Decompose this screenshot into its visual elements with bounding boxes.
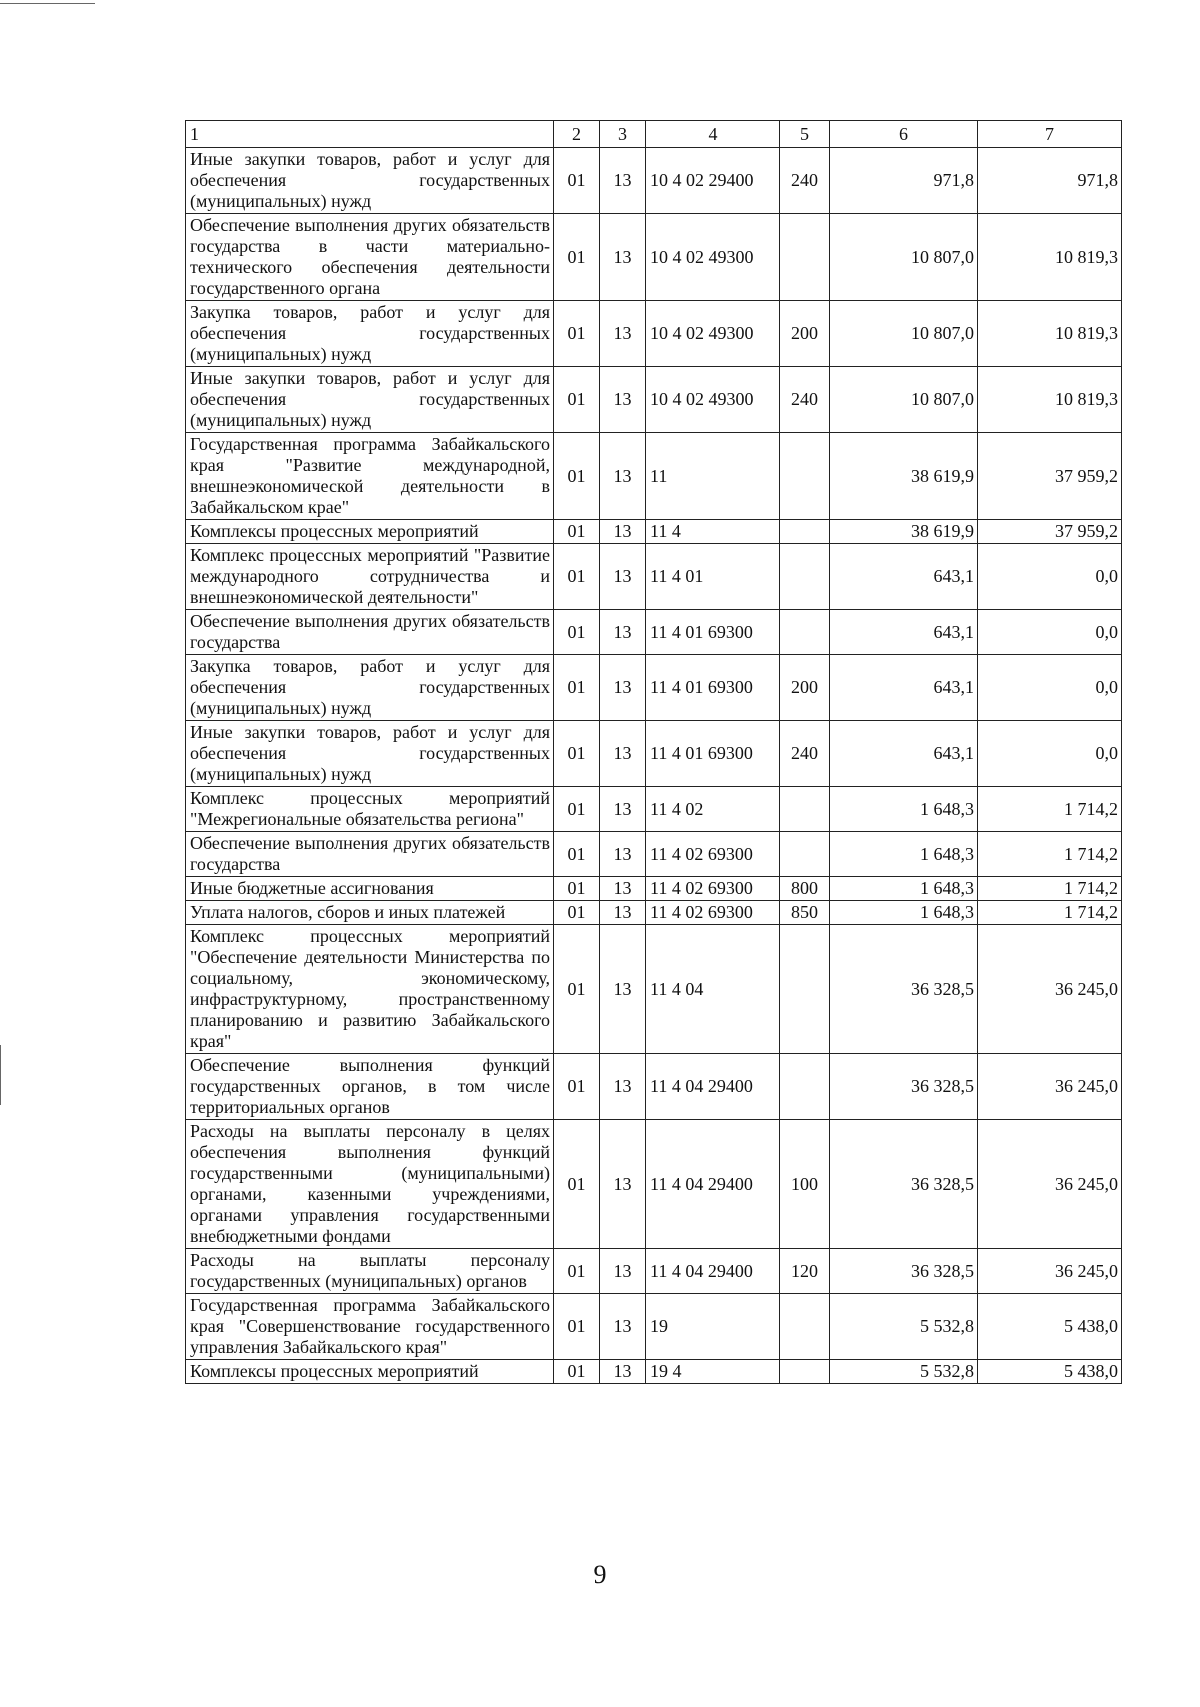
item-name-cell: Обеспечение выполнения других обязательств государства bbox=[186, 832, 554, 877]
item-name-cell: Государственная программа Забайкальского края "Совершенствование государственного управления Забайкальского края" bbox=[186, 1294, 554, 1360]
target-article-cell: 11 4 02 69300 bbox=[646, 877, 780, 901]
amount-year1-cell: 5 532,8 bbox=[830, 1294, 978, 1360]
amount-year1-cell: 10 807,0 bbox=[830, 367, 978, 433]
item-name-cell: Комплекс процессных мероприятий "Развитие международного сотрудничества и внешнеэкономической деятельности" bbox=[186, 544, 554, 610]
section-code-cell: 01 bbox=[554, 214, 600, 301]
table-row bbox=[186, 367, 1122, 433]
item-name-cell: Комплекс процессных мероприятий "Межрегиональные обязательства региона" bbox=[186, 787, 554, 832]
table-row bbox=[186, 1054, 1122, 1120]
expense-type-cell bbox=[780, 925, 830, 1054]
section-code-cell: 01 bbox=[554, 1249, 600, 1294]
page-number: 9 bbox=[593, 1560, 607, 1589]
expense-type-cell bbox=[780, 544, 830, 610]
expense-type-cell bbox=[780, 520, 830, 544]
section-code-cell: 01 bbox=[554, 901, 600, 925]
section-code-cell: 01 bbox=[554, 433, 600, 520]
item-name-cell: Обеспечение выполнения других обязательств государства в части материально-технического обеспечения деятельности государственного органа bbox=[186, 214, 554, 301]
section-code-cell: 01 bbox=[554, 832, 600, 877]
target-article-cell: 11 4 01 bbox=[646, 544, 780, 610]
expense-type-cell: 240 bbox=[780, 367, 830, 433]
target-article-cell: 11 4 bbox=[646, 520, 780, 544]
amount-year2-cell: 36 245,0 bbox=[978, 1120, 1122, 1249]
subsection-code-cell: 13 bbox=[600, 1360, 646, 1384]
target-article-cell: 19 bbox=[646, 1294, 780, 1360]
scan-edge-mark bbox=[0, 1045, 1, 1105]
subsection-code-cell: 13 bbox=[600, 721, 646, 787]
section-code-cell: 01 bbox=[554, 610, 600, 655]
expense-type-cell: 120 bbox=[780, 1249, 830, 1294]
subsection-code-cell: 13 bbox=[600, 1249, 646, 1294]
subsection-code-cell: 13 bbox=[600, 1294, 646, 1360]
expense-type-cell: 100 bbox=[780, 1120, 830, 1249]
subsection-code-cell: 13 bbox=[600, 1120, 646, 1249]
item-name-cell: Уплата налогов, сборов и иных платежей bbox=[186, 901, 554, 925]
target-article-cell: 11 4 04 bbox=[646, 925, 780, 1054]
amount-year2-cell: 5 438,0 bbox=[978, 1294, 1122, 1360]
target-article-cell: 10 4 02 29400 bbox=[646, 148, 780, 214]
subsection-code-cell: 13 bbox=[600, 610, 646, 655]
table-row bbox=[186, 1294, 1122, 1360]
amount-year2-cell: 1 714,2 bbox=[978, 832, 1122, 877]
section-code-cell: 01 bbox=[554, 520, 600, 544]
target-article-cell: 11 4 04 29400 bbox=[646, 1054, 780, 1120]
item-name-cell: Расходы на выплаты персоналу в целях обеспечения выполнения функций государственными (муниципальными) органами, казенными учреждениями, органами управления государственными внебюджетными фондами bbox=[186, 1120, 554, 1249]
amount-year1-cell: 1 648,3 bbox=[830, 832, 978, 877]
section-code-cell: 01 bbox=[554, 544, 600, 610]
target-article-cell: 11 4 01 69300 bbox=[646, 610, 780, 655]
target-article-cell: 11 4 02 69300 bbox=[646, 832, 780, 877]
table-row bbox=[186, 433, 1122, 520]
amount-year1-cell: 971,8 bbox=[830, 148, 978, 214]
amount-year2-cell: 37 959,2 bbox=[978, 520, 1122, 544]
amount-year1-cell: 38 619,9 bbox=[830, 433, 978, 520]
expense-type-cell: 200 bbox=[780, 301, 830, 367]
amount-year2-cell: 10 819,3 bbox=[978, 301, 1122, 367]
target-article-cell: 11 4 01 69300 bbox=[646, 655, 780, 721]
amount-year1-cell: 36 328,5 bbox=[830, 925, 978, 1054]
target-article-cell: 10 4 02 49300 bbox=[646, 214, 780, 301]
subsection-code-cell: 13 bbox=[600, 433, 646, 520]
subsection-code-cell: 13 bbox=[600, 214, 646, 301]
section-code-cell: 01 bbox=[554, 148, 600, 214]
header-cell-3: 3 bbox=[600, 121, 646, 148]
target-article-cell: 19 4 bbox=[646, 1360, 780, 1384]
expense-type-cell bbox=[780, 1360, 830, 1384]
table-row bbox=[186, 214, 1122, 301]
section-code-cell: 01 bbox=[554, 367, 600, 433]
table-row bbox=[186, 1249, 1122, 1294]
amount-year2-cell: 10 819,3 bbox=[978, 367, 1122, 433]
amount-year1-cell: 1 648,3 bbox=[830, 877, 978, 901]
expense-type-cell bbox=[780, 832, 830, 877]
subsection-code-cell: 13 bbox=[600, 544, 646, 610]
target-article-cell: 11 bbox=[646, 433, 780, 520]
table-row bbox=[186, 544, 1122, 610]
table-row bbox=[186, 832, 1122, 877]
subsection-code-cell: 13 bbox=[600, 1054, 646, 1120]
amount-year2-cell: 5 438,0 bbox=[978, 1360, 1122, 1384]
subsection-code-cell: 13 bbox=[600, 301, 646, 367]
expense-type-cell bbox=[780, 787, 830, 832]
amount-year1-cell: 10 807,0 bbox=[830, 214, 978, 301]
item-name-cell: Иные закупки товаров, работ и услуг для обеспечения государственных (муниципальных) нужд bbox=[186, 148, 554, 214]
target-article-cell: 10 4 02 49300 bbox=[646, 367, 780, 433]
item-name-cell: Расходы на выплаты персоналу государственных (муниципальных) органов bbox=[186, 1249, 554, 1294]
item-name-cell: Иные закупки товаров, работ и услуг для обеспечения государственных (муниципальных) нужд bbox=[186, 367, 554, 433]
expense-type-cell bbox=[780, 433, 830, 520]
section-code-cell: 01 bbox=[554, 1054, 600, 1120]
expense-type-cell bbox=[780, 214, 830, 301]
section-code-cell: 01 bbox=[554, 721, 600, 787]
amount-year1-cell: 643,1 bbox=[830, 655, 978, 721]
section-code-cell: 01 bbox=[554, 787, 600, 832]
budget-table bbox=[185, 120, 1122, 1384]
item-name-cell: Закупка товаров, работ и услуг для обеспечения государственных (муниципальных) нужд bbox=[186, 301, 554, 367]
item-name-cell: Иные бюджетные ассигнования bbox=[186, 877, 554, 901]
section-code-cell: 01 bbox=[554, 1294, 600, 1360]
amount-year2-cell: 36 245,0 bbox=[978, 1249, 1122, 1294]
subsection-code-cell: 13 bbox=[600, 787, 646, 832]
amount-year2-cell: 1 714,2 bbox=[978, 787, 1122, 832]
header-cell-1: 1 bbox=[186, 121, 554, 148]
header-cell-6: 6 bbox=[830, 121, 978, 148]
amount-year1-cell: 38 619,9 bbox=[830, 520, 978, 544]
amount-year2-cell: 1 714,2 bbox=[978, 901, 1122, 925]
item-name-cell: Государственная программа Забайкальского края "Развитие международной, внешнеэкономической деятельности в Забайкальском крае" bbox=[186, 433, 554, 520]
table-row bbox=[186, 301, 1122, 367]
target-article-cell: 10 4 02 49300 bbox=[646, 301, 780, 367]
subsection-code-cell: 13 bbox=[600, 520, 646, 544]
expense-type-cell: 240 bbox=[780, 721, 830, 787]
target-article-cell: 11 4 04 29400 bbox=[646, 1249, 780, 1294]
amount-year2-cell: 10 819,3 bbox=[978, 214, 1122, 301]
amount-year2-cell: 36 245,0 bbox=[978, 925, 1122, 1054]
item-name-cell: Закупка товаров, работ и услуг для обеспечения государственных (муниципальных) нужд bbox=[186, 655, 554, 721]
subsection-code-cell: 13 bbox=[600, 832, 646, 877]
target-article-cell: 11 4 04 29400 bbox=[646, 1120, 780, 1249]
table-row bbox=[186, 901, 1122, 925]
item-name-cell: Иные закупки товаров, работ и услуг для обеспечения государственных (муниципальных) нужд bbox=[186, 721, 554, 787]
amount-year2-cell: 0,0 bbox=[978, 610, 1122, 655]
header-row bbox=[186, 121, 1122, 148]
amount-year2-cell: 971,8 bbox=[978, 148, 1122, 214]
subsection-code-cell: 13 bbox=[600, 367, 646, 433]
amount-year1-cell: 643,1 bbox=[830, 544, 978, 610]
header-cell-5: 5 bbox=[780, 121, 830, 148]
subsection-code-cell: 13 bbox=[600, 655, 646, 721]
subsection-code-cell: 13 bbox=[600, 877, 646, 901]
subsection-code-cell: 13 bbox=[600, 901, 646, 925]
amount-year2-cell: 37 959,2 bbox=[978, 433, 1122, 520]
table-row bbox=[186, 721, 1122, 787]
item-name-cell: Комплексы процессных мероприятий bbox=[186, 520, 554, 544]
section-code-cell: 01 bbox=[554, 1120, 600, 1249]
amount-year2-cell: 36 245,0 bbox=[978, 1054, 1122, 1120]
amount-year2-cell: 0,0 bbox=[978, 655, 1122, 721]
amount-year1-cell: 36 328,5 bbox=[830, 1054, 978, 1120]
subsection-code-cell: 13 bbox=[600, 925, 646, 1054]
section-code-cell: 01 bbox=[554, 877, 600, 901]
subsection-code-cell: 13 bbox=[600, 148, 646, 214]
section-code-cell: 01 bbox=[554, 301, 600, 367]
scan-edge-mark bbox=[0, 3, 95, 4]
header-cell-7: 7 bbox=[978, 121, 1122, 148]
amount-year1-cell: 1 648,3 bbox=[830, 901, 978, 925]
amount-year1-cell: 643,1 bbox=[830, 721, 978, 787]
amount-year1-cell: 1 648,3 bbox=[830, 787, 978, 832]
section-code-cell: 01 bbox=[554, 655, 600, 721]
amount-year2-cell: 0,0 bbox=[978, 721, 1122, 787]
amount-year2-cell: 0,0 bbox=[978, 544, 1122, 610]
section-code-cell: 01 bbox=[554, 925, 600, 1054]
table-row bbox=[186, 1120, 1122, 1249]
expense-type-cell: 800 bbox=[780, 877, 830, 901]
item-name-cell: Обеспечение выполнения функций государственных органов, в том числе территориальных органов bbox=[186, 1054, 554, 1120]
expense-type-cell: 850 bbox=[780, 901, 830, 925]
expense-type-cell: 200 bbox=[780, 655, 830, 721]
target-article-cell: 11 4 01 69300 bbox=[646, 721, 780, 787]
table-row bbox=[186, 925, 1122, 1054]
expense-type-cell bbox=[780, 610, 830, 655]
amount-year1-cell: 10 807,0 bbox=[830, 301, 978, 367]
section-code-cell: 01 bbox=[554, 1360, 600, 1384]
amount-year1-cell: 36 328,5 bbox=[830, 1120, 978, 1249]
header-cell-4: 4 bbox=[646, 121, 780, 148]
target-article-cell: 11 4 02 bbox=[646, 787, 780, 832]
table-body bbox=[186, 121, 1122, 1384]
amount-year1-cell: 5 532,8 bbox=[830, 1360, 978, 1384]
table-row bbox=[186, 787, 1122, 832]
amount-year2-cell: 1 714,2 bbox=[978, 877, 1122, 901]
item-name-cell: Комплекс процессных мероприятий "Обеспечение деятельности Министерства по социальному, экономическому, инфраструктурному, пространственному планированию и развитию Забайкальского края" bbox=[186, 925, 554, 1054]
table-row bbox=[186, 520, 1122, 544]
table-row bbox=[186, 148, 1122, 214]
table-row bbox=[186, 610, 1122, 655]
table-row bbox=[186, 877, 1122, 901]
expense-type-cell: 240 bbox=[780, 148, 830, 214]
item-name-cell: Обеспечение выполнения других обязательств государства bbox=[186, 610, 554, 655]
item-name-cell: Комплексы процессных мероприятий bbox=[186, 1360, 554, 1384]
table-row bbox=[186, 655, 1122, 721]
target-article-cell: 11 4 02 69300 bbox=[646, 901, 780, 925]
amount-year1-cell: 36 328,5 bbox=[830, 1249, 978, 1294]
expense-type-cell bbox=[780, 1054, 830, 1120]
header-cell-2: 2 bbox=[554, 121, 600, 148]
amount-year1-cell: 643,1 bbox=[830, 610, 978, 655]
table-row bbox=[186, 1360, 1122, 1384]
expense-type-cell bbox=[780, 1294, 830, 1360]
